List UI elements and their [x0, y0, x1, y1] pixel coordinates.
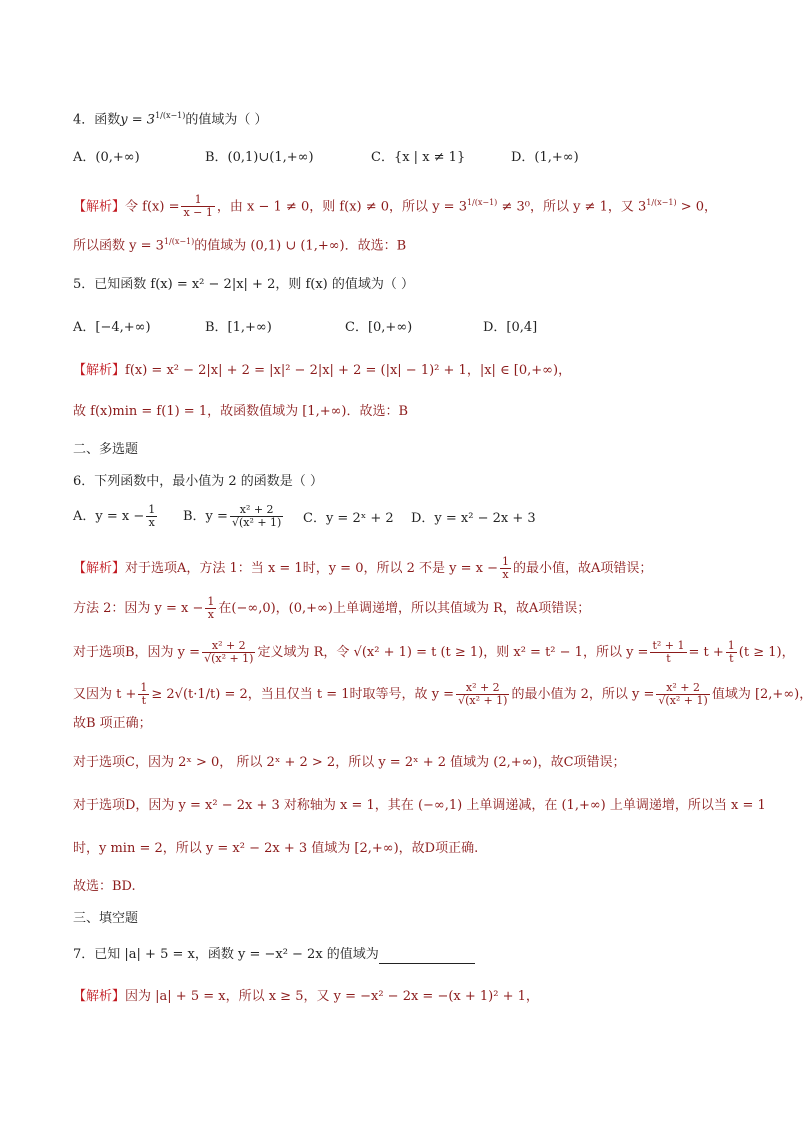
q6-sol3-text: 对于选项B，因为 y =: [73, 645, 201, 660]
q6-sol-text2: 的最小值，故A项错误；: [513, 561, 653, 576]
q4-sol-text3: ≠ 3⁰，所以 y ≠ 1，又 3: [497, 199, 647, 215]
solution-tag: 【解析】: [73, 561, 126, 576]
fraction-denominator: t: [666, 652, 671, 665]
fraction: [456, 682, 509, 707]
q7-sol-text: 因为 |a| + 5 = x，所以 x ≥ 5，又 y = −x² − 2x = −(x + 1)² + 1，: [125, 989, 539, 1004]
fraction-denominator: x − 1: [183, 206, 213, 220]
q6-option-b: [183, 504, 285, 529]
q4-sol-exp: 1/(x−1): [466, 198, 498, 207]
solution-tag: 【解析】: [73, 363, 126, 378]
fraction-numerator: x² + 2: [656, 682, 709, 695]
q6-solution-line6: 对于选项C，因为 2ˣ > 0， 所以 2ˣ + 2 > 2，所以 y = 2ˣ + 2 值域为 (2,+∞)，故C项错误；: [73, 755, 626, 770]
q4-sol2-text: 所以函数 y = 3: [73, 238, 164, 254]
fraction-numerator: 1: [502, 555, 509, 568]
fraction-numerator: x² + 2: [202, 640, 255, 653]
q5-option-a: A．[−4,+∞): [73, 320, 151, 335]
q6-option-a: [73, 504, 159, 529]
q6-solution-line2: [73, 596, 590, 621]
solution-tag: 【解析】: [73, 199, 126, 215]
q4-stem-label: 4．函数: [73, 112, 121, 128]
q5-stem: 5．已知函数 f(x) = x² − 2|x| + 2，则 f(x) 的值域为（ ）: [73, 277, 415, 292]
section-title-multi-choice: 二、多选题: [73, 442, 139, 457]
q6-sol4-text3: 的最小值为 2，所以 y =: [511, 687, 655, 702]
q6-option-b-text: B．y =: [183, 509, 228, 524]
q5-solution-line2: 故 f(x)min = f(1) = 1，故函数值域为 [1,+∞)．故选：B: [73, 404, 409, 419]
q4-exp: 1/(x−1): [155, 111, 186, 120]
q4-sol-exp2: 1/(x−1): [646, 198, 677, 207]
fraction-denominator: t: [729, 652, 734, 665]
q4-func: y = 3: [120, 112, 156, 128]
q6-option-a-text: A．y = x −: [73, 509, 145, 524]
fraction: [138, 682, 149, 707]
fraction-denominator: x: [148, 516, 155, 529]
q6-solution-line3: [73, 640, 795, 665]
fraction-numerator: 1: [140, 681, 148, 694]
q4-sol-text2: ，由 x − 1 ≠ 0，则 f(x) ≠ 0，所以 y = 3: [216, 199, 467, 215]
q5-sol-text: f(x) = x² − 2|x| + 2 = |x|² − 2|x| + 2 = (|x| − 1)² + 1，|x| ∈ [0,+∞)，: [125, 363, 572, 378]
fraction-numerator: x² + 2: [456, 682, 509, 695]
q4-option-a: A．(0,+∞): [73, 150, 140, 165]
q4-option-b: B．(0,1)∪(1,+∞): [205, 150, 314, 165]
q7-stem-text: 7．已知 |a| + 5 = x，函数 y = −x² − 2x 的值域为: [73, 947, 379, 962]
q4-option-c: C．{x | x ≠ 1}: [371, 150, 466, 165]
q4-stem-tail: 的值域为（ ）: [185, 112, 268, 128]
q6-option-d: D．y = x² − 2x + 3: [411, 511, 536, 526]
q4-sol-text: 令 f(x) =: [125, 199, 180, 215]
fraction-numerator: 1: [207, 595, 215, 608]
fraction-numerator: 1: [181, 194, 214, 207]
q6-option-c: C．y = 2ˣ + 2: [303, 511, 394, 526]
q6-solution-line7: 对于选项D，因为 y = x² − 2x + 3 对称轴为 x = 1，其在 (−∞,1) 上单调递减，在 (1,+∞) 上单调递增，所以当 x = 1: [73, 798, 766, 813]
q6-solution-line9: 故选：BD.: [73, 879, 136, 894]
q4-sol-text4: > 0，: [676, 199, 718, 215]
q6-sol4-text4: 值域为 [2,+∞)，: [711, 687, 812, 702]
q4-stem: [73, 107, 268, 129]
q4-sol2-text2: 的值域为 (0,1) ∪ (1,+∞)．故选：B: [194, 238, 407, 254]
fraction-denominator: x: [207, 608, 215, 621]
q6-sol4-text: 又因为 t +: [73, 687, 137, 702]
q5-solution-line1: [73, 362, 571, 380]
fraction-denominator: √(x² + 1): [658, 694, 708, 707]
q6-sol3-text2: 定义域为 R，令 √(x² + 1) = t (t ≥ 1)，则 x² = t² − 1，所以 y =: [257, 645, 649, 660]
q4-solution-line2: [73, 233, 406, 255]
fraction-numerator: x² + 2: [230, 504, 283, 517]
fraction: [205, 596, 216, 621]
q6-solution-line1: [73, 556, 652, 581]
q6-sol2-text: 方法 2：因为 y = x −: [73, 601, 204, 616]
q4-option-d: D．(1,+∞): [511, 150, 579, 165]
fraction: [202, 640, 255, 665]
fraction: [500, 556, 511, 581]
q6-sol3-text4: (t ≥ 1)，: [738, 645, 795, 660]
q6-sol4-text2: ≥ 2√(t·1/t) = 2，当且仅当 t = 1时取等号，故 y =: [151, 687, 455, 702]
q6-sol3-text3: = t +: [688, 645, 724, 660]
q6-solution-line5: 故B 项正确；: [73, 716, 152, 731]
q6-sol2-text2: 在(−∞,0)，(0,+∞)上单调递增，所以其值域为 R，故A项错误；: [218, 601, 591, 616]
answer-blank[interactable]: [379, 949, 475, 964]
fraction: [146, 504, 157, 529]
q7-stem: [73, 946, 475, 964]
section-title-fill-blank: 三、填空题: [73, 911, 139, 926]
q7-solution-line1: [73, 988, 539, 1006]
solution-tag: 【解析】: [73, 989, 126, 1004]
fraction: [656, 682, 709, 707]
fraction-numerator: 1: [727, 639, 735, 652]
q5-option-c: C．[0,+∞): [345, 320, 413, 335]
q5-option-d: D．[0,4]: [483, 320, 538, 335]
q4-solution-line1: [73, 194, 717, 219]
fraction-denominator: √(x² + 1): [204, 652, 254, 665]
fraction: [726, 640, 737, 665]
fraction: [650, 640, 686, 665]
fraction: [230, 504, 283, 529]
q5-option-b: B．[1,+∞): [205, 320, 272, 335]
fraction-denominator: t: [141, 694, 147, 707]
fraction-numerator: t² + 1: [652, 639, 685, 652]
q6-solution-line8: 时，y min = 2，所以 y = x² − 2x + 3 值域为 [2,+∞)，故D项正确.: [73, 841, 479, 856]
q6-sol-text: 对于选项A，方法 1：当 x = 1时，y = 0，所以 2 不是 y = x −: [125, 561, 498, 576]
fraction-denominator: x: [502, 568, 509, 581]
q4-sol-fraction: [181, 194, 214, 219]
fraction-denominator: √(x² + 1): [458, 694, 508, 707]
q4-sol2-exp: 1/(x−1): [163, 237, 195, 246]
q6-solution-line4: [73, 682, 812, 707]
fraction-numerator: 1: [148, 503, 156, 516]
fraction-denominator: √(x² + 1): [231, 516, 282, 529]
q6-stem: 6．下列函数中，最小值为 2 的函数是（ ）: [73, 474, 323, 489]
